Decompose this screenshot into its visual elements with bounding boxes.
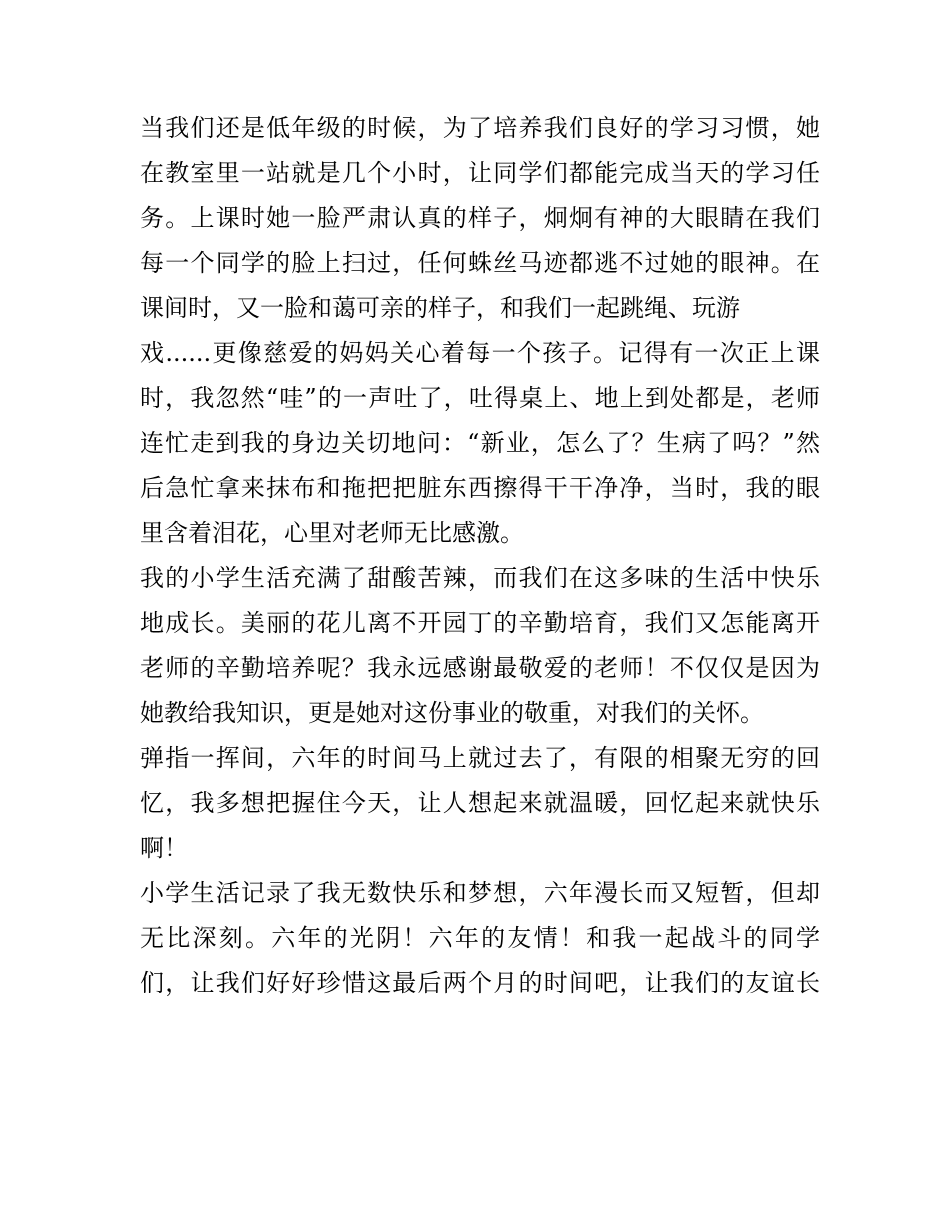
- text-line: 啊！: [140, 834, 188, 862]
- text-line: 课间时，又一脸和蔼可亲的样子，和我们一起跳绳、玩游: [140, 294, 740, 322]
- text-line: 在教室里一站就是几个小时，让同学们都能完成当天的学习任: [140, 159, 820, 187]
- text-line: 里含着泪花，心里对老师无比感激。: [140, 519, 524, 547]
- body-text: [140, 106, 820, 1006]
- text-line: 我的小学生活充满了甜酸苦辣，而我们在这多味的生活中快乐: [140, 564, 820, 592]
- text-line: 当我们还是低年级的时候，为了培养我们良好的学习习惯，她: [140, 114, 820, 142]
- text-line: 后急忙拿来抹布和拖把把脏东西擦得干干净净，当时，我的眼: [140, 474, 820, 502]
- text-line: 戏......更像慈爱的妈妈关心着每一个孩子。记得有一次正上课: [140, 339, 820, 367]
- text-line: 小学生活记录了我无数快乐和梦想，六年漫长而又短暂，但却: [140, 879, 820, 907]
- text-line: 时，我忽然“哇”的一声吐了，吐得桌上、地上到处都是，老师: [140, 384, 820, 412]
- text-line: 地成长。美丽的花儿离不开园丁的辛勤培育，我们又怎能离开: [140, 609, 820, 637]
- text-line: 务。上课时她一脸严肃认真的样子，炯炯有神的大眼睛在我们: [140, 204, 820, 232]
- text-line: 她教给我知识，更是她对这份事业的敬重，对我们的关怀。: [140, 699, 764, 727]
- text-line: 老师的辛勤培养呢？我永远感谢最敬爱的老师！不仅仅是因为: [140, 654, 820, 682]
- text-line: 连忙走到我的身边关切地问：“新业，怎么了？生病了吗？”然: [140, 429, 820, 457]
- text-line: 无比深刻。六年的光阴！六年的友情！和我一起战斗的同学: [140, 924, 820, 952]
- text-line: 们，让我们好好珍惜这最后两个月的时间吧，让我们的友谊长: [140, 969, 820, 997]
- text-line: 每一个同学的脸上扫过，任何蛛丝马迹都逃不过她的眼神。在: [140, 249, 820, 277]
- text-line: 忆，我多想把握住今天，让人想起来就温暖，回忆起来就快乐: [140, 789, 820, 817]
- text-line: 弹指一挥间，六年的时间马上就过去了，有限的相聚无穷的回: [140, 744, 820, 772]
